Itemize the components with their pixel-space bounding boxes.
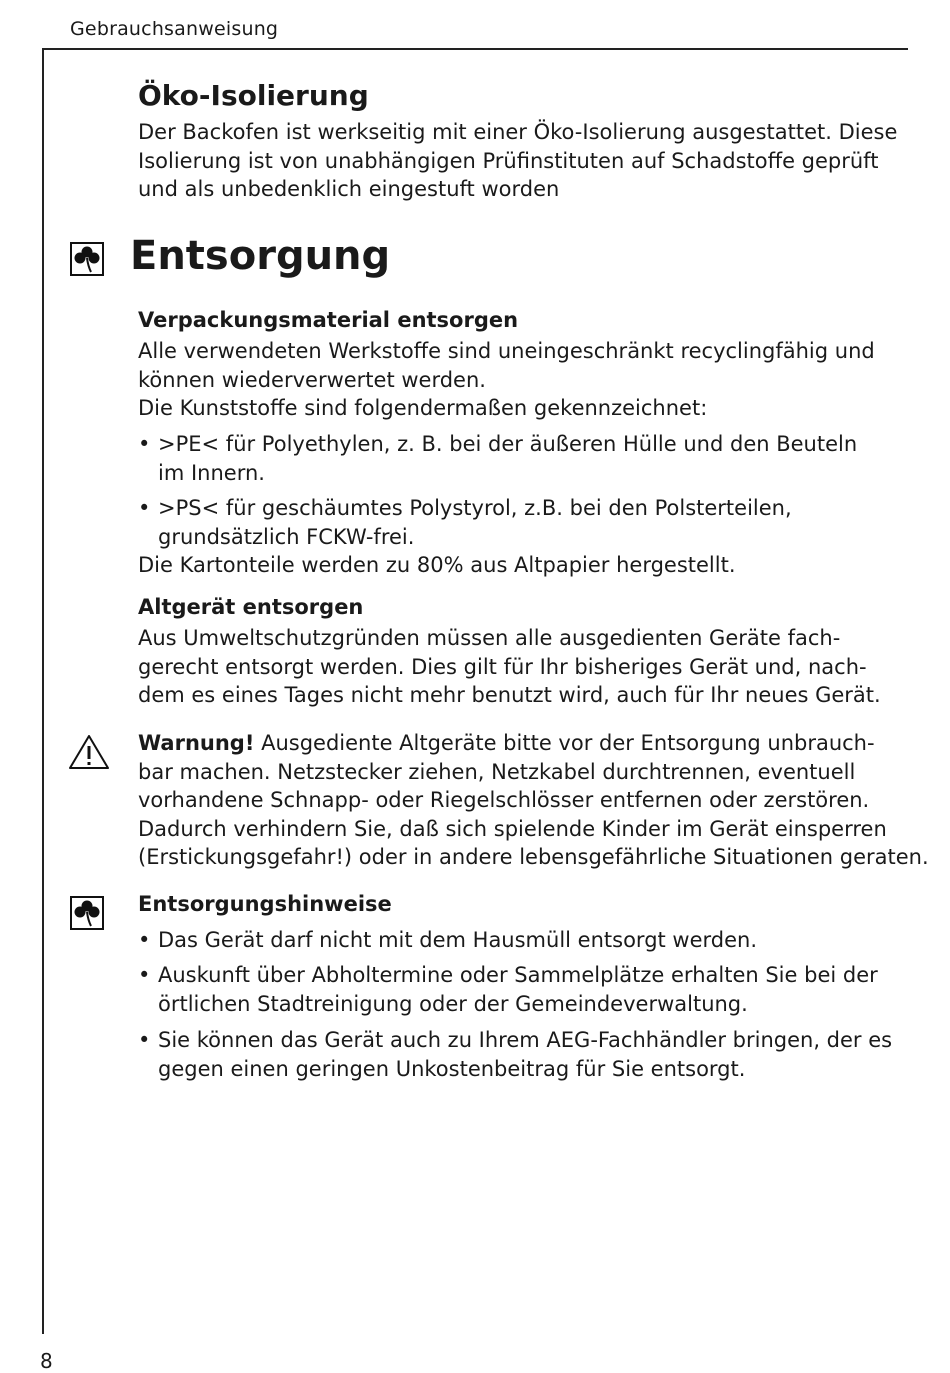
old-appliance-title: Altgerät entsorgen [138, 595, 364, 619]
bullet-text: Auskunft über Abholtermine oder Sammelplätze erhalten Sie bei der [158, 963, 878, 987]
text-line: Der Backofen ist werkseitig mit einer Öko-Isolierung ausgestattet. Diese [138, 120, 898, 144]
text-line: und als unbedenklich eingestuft worden [138, 177, 560, 201]
running-header-title: Gebrauchsanweisung [70, 18, 279, 40]
margin-rule [42, 48, 44, 1334]
old-appliance-paragraph [138, 624, 898, 710]
bullet-icon: • [138, 963, 151, 987]
bullet-text: grundsätzlich FCKW-frei. [158, 524, 415, 549]
eco-paragraph [138, 118, 898, 204]
warning-paragraph [138, 729, 929, 872]
text-line: (Erstickungsgefahr!) oder in andere lebensgefährliche Situationen geraten. [138, 845, 929, 869]
eco-section-title: Öko-Isolierung [138, 79, 369, 112]
cloverleaf-icon [70, 242, 104, 276]
bullet-text: >PS< für geschäumtes Polystyrol, z.B. bei den Polsterteilen, [158, 496, 792, 520]
text-line: Die Kunststoffe sind folgendermaßen gekennzeichnet: [138, 396, 708, 420]
list-item [138, 1026, 898, 1083]
text-line: bar machen. Netzstecker ziehen, Netzkabel durchtrennen, eventuell [138, 759, 856, 784]
bullet-text: Das Gerät darf nicht mit dem Hausmüll entsorgt werden. [158, 928, 758, 952]
text-line: vorhandene Schnapp- oder Riegelschlösser entfernen oder zerstören. [138, 788, 870, 812]
packaging-title: Verpackungsmaterial entsorgen [138, 308, 519, 332]
header-rule [42, 48, 908, 50]
bullet-text: Sie können das Gerät auch zu Ihrem AEG-Fachhändler bringen, der es [158, 1028, 893, 1052]
bullet-text: im Innern. [158, 460, 265, 485]
list-item [138, 926, 898, 955]
page-number: 8 [40, 1349, 53, 1373]
bullet-icon: • [138, 1028, 151, 1052]
bullet-text: örtlichen Stadtreinigung oder der Gemeindeverwaltung. [158, 991, 748, 1016]
text-line: Dadurch verhindern Sie, daß sich spielende Kinder im Gerät einsperren [138, 816, 887, 841]
bullet-icon: • [138, 432, 151, 456]
list-item [138, 430, 898, 487]
bullet-icon: • [138, 928, 151, 952]
disposal-title: Entsorgung [130, 233, 391, 279]
text-line: gerecht entsorgt werden. Dies gilt für Ihr bisheriges Gerät und, nach- [138, 654, 867, 679]
list-item [138, 961, 898, 1018]
notes-title: Entsorgungshinweise [138, 892, 392, 916]
warning-label: Warnung! [138, 731, 255, 755]
packaging-closing: Die Kartonteile werden zu 80% aus Altpapier hergestellt. [138, 553, 736, 577]
text-line: Alle verwendeten Werkstoffe sind uneingeschränkt recyclingfähig und [138, 339, 875, 363]
list-item [138, 494, 898, 551]
text-line: Isolierung ist von unabhängigen Prüfinstituten auf Schadstoffe geprüft [138, 148, 879, 173]
text-line: können wiederverwertet werden. [138, 367, 486, 392]
bullet-icon: • [138, 496, 151, 520]
text-line: Ausgediente Altgeräte bitte vor der Entsorgung unbrauch- [254, 731, 875, 755]
warning-triangle-icon [68, 734, 110, 770]
bullet-text: >PE< für Polyethylen, z. B. bei der äußeren Hülle und den Beuteln [158, 432, 858, 456]
bullet-text: gegen einen geringen Unkostenbeitrag für Sie entsorgt. [158, 1056, 746, 1081]
cloverleaf-notes-icon [70, 896, 104, 930]
text-line: Aus Umweltschutzgründen müssen alle ausgedienten Geräte fach- [138, 626, 841, 650]
text-line: dem es eines Tages nicht mehr benutzt wird, auch für Ihr neues Gerät. [138, 683, 881, 707]
packaging-intro [138, 337, 898, 423]
